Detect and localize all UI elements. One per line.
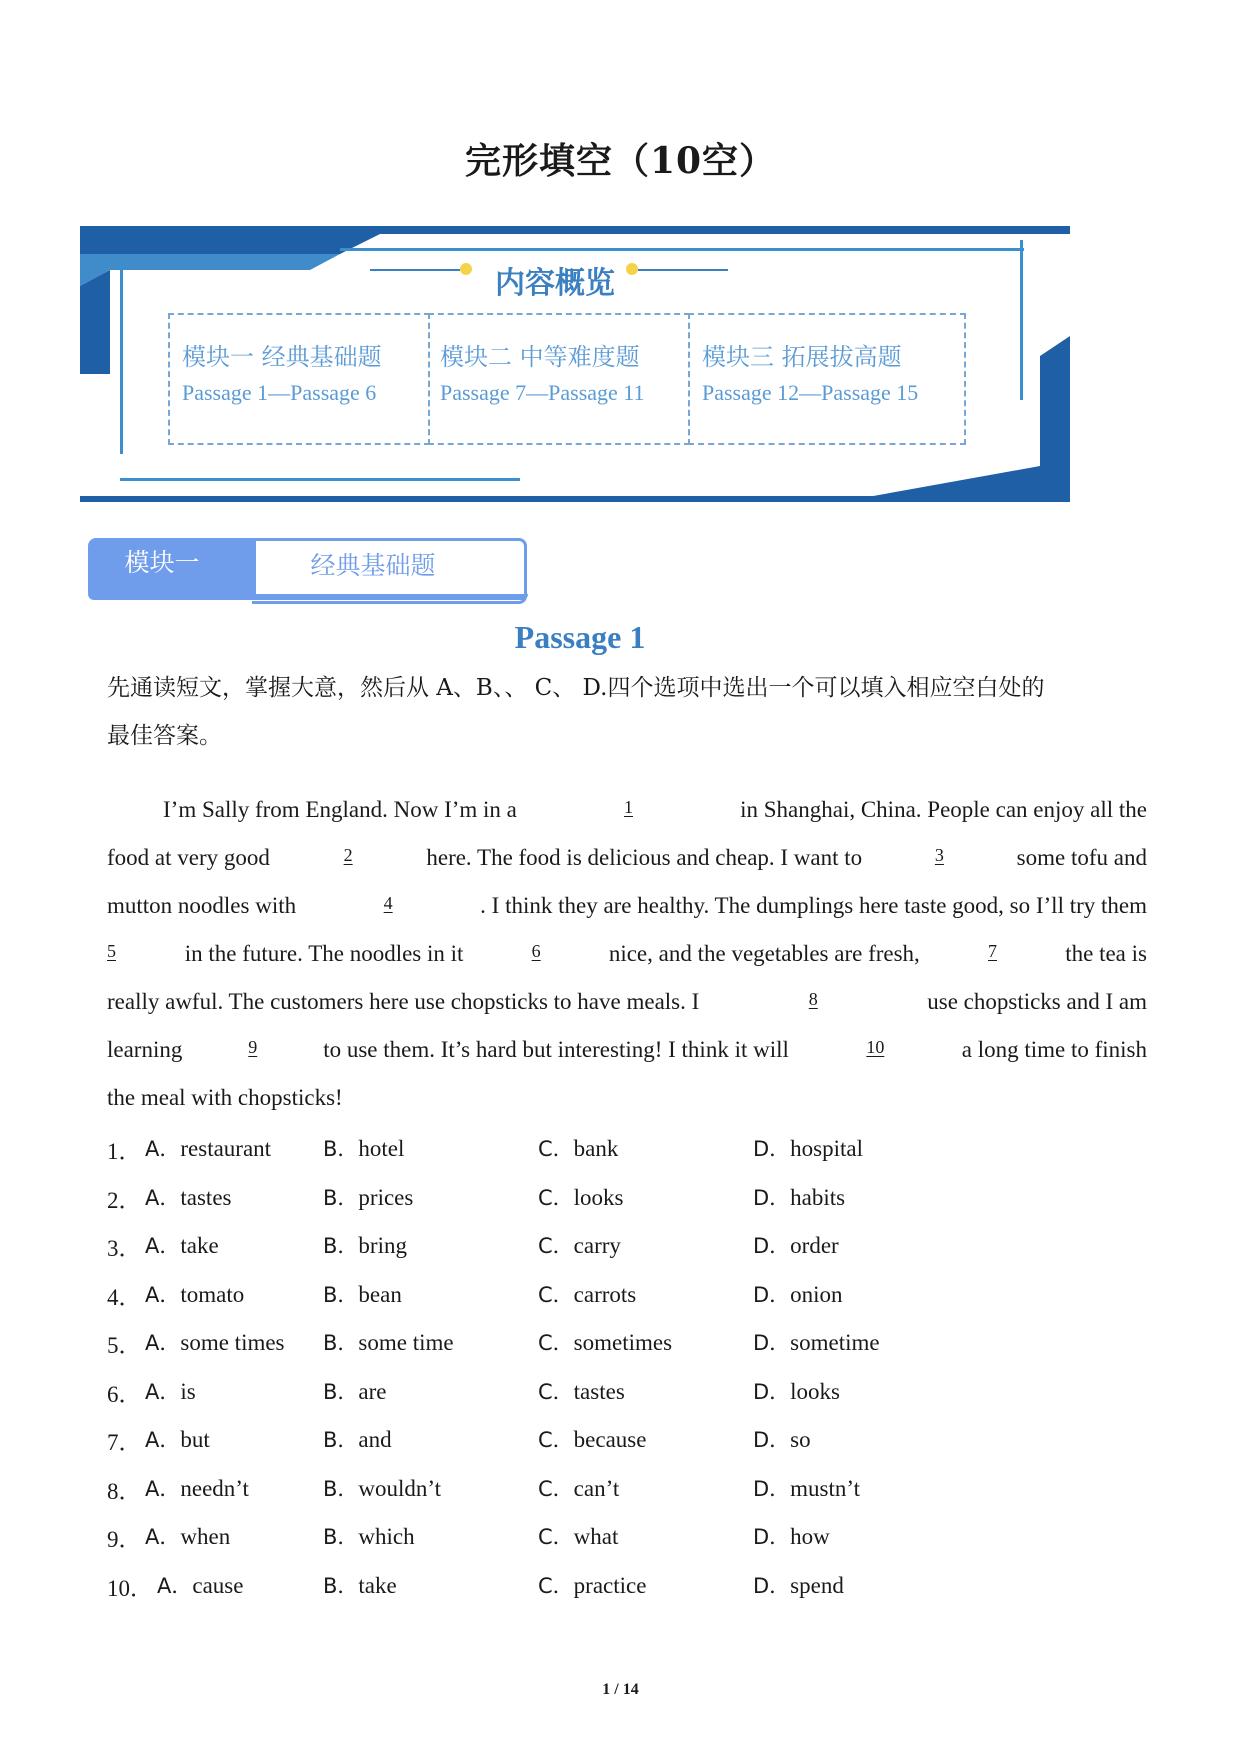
option-text: mustn’t [790,1475,861,1501]
overview-dot-left [460,263,472,275]
option-text: looks [573,1184,624,1210]
option-d[interactable] [753,1230,839,1260]
option-text: looks [790,1378,841,1404]
option-a[interactable] [145,1327,285,1357]
overview-heading-rule-left [370,269,460,271]
page-number: 1 / 14 [602,1681,639,1698]
section-tab-name: 经典基础题 [310,551,436,580]
passage-text: nice, and the vegetables are fresh, [608,941,920,966]
option-letter: D． [753,1282,791,1307]
option-b[interactable] [323,1424,392,1454]
section-tab-code: 模块一 [124,548,200,577]
option-letter: B． [323,1331,359,1355]
option-letter: D． [753,1331,791,1355]
option-letter: C． [538,1137,574,1161]
option-text: when [180,1524,231,1549]
option-text: onion [790,1281,843,1307]
option-text: some time [358,1330,454,1355]
option-text: needn’t [180,1475,249,1501]
option-letter: B． [323,1379,359,1404]
option-d[interactable] [753,1182,845,1212]
module-range: Passage 7—Passage 11 [440,380,645,405]
option-text: spend [790,1572,844,1598]
passage-text: use chopsticks and I am [927,989,1147,1014]
option-text: what [573,1524,619,1549]
option-text: restaurant [180,1136,272,1161]
answer-blank: 8 [808,989,818,1009]
option-b[interactable] [323,1473,441,1503]
option-text: bean [358,1281,402,1307]
option-text: but [180,1427,210,1452]
passage-text: a long time to finish [961,1037,1147,1062]
passage-line [107,1085,1147,1111]
option-b[interactable] [323,1521,415,1551]
option-a[interactable] [145,1230,219,1260]
question-number: 10． [107,1575,153,1601]
option-letter: A． [145,1185,181,1210]
option-c[interactable] [538,1473,619,1503]
question-row [107,1327,1007,1367]
module-box-3 [688,313,966,445]
question-row [107,1279,1007,1319]
question-number: 6． [107,1381,142,1407]
option-text: practice [573,1572,647,1598]
question-row [107,1473,1007,1513]
passage-text: really awful. The customers here use chopsticks to have meals. I [107,989,700,1014]
option-letter: D． [753,1525,791,1549]
option-text: so [790,1427,811,1452]
option-c[interactable] [538,1376,625,1406]
option-c[interactable] [538,1230,621,1260]
option-text: how [790,1524,830,1549]
option-letter: B． [323,1185,359,1210]
answer-blank: 7 [988,941,998,961]
option-a[interactable] [145,1473,249,1503]
option-letter: C． [538,1573,574,1598]
option-letter: B． [323,1573,359,1598]
option-c[interactable] [538,1133,618,1163]
option-text: prices [358,1184,414,1210]
passage-line [163,797,1147,823]
passage-title: Passage 1 [514,619,646,655]
option-text: order [790,1233,839,1258]
answer-blank: 1 [623,797,633,817]
option-letter: B． [323,1476,359,1501]
option-text: carrots [573,1281,637,1307]
option-letter: D． [753,1379,791,1404]
option-letter: B． [323,1282,359,1307]
passage-text: learning [107,1037,183,1062]
option-b[interactable] [323,1133,404,1163]
question-number: 7． [107,1430,142,1455]
option-a[interactable] [145,1182,231,1212]
module-label: 模块一 经典基础题 [182,343,382,371]
option-text: take [180,1233,219,1258]
answer-blank: 2 [343,845,353,865]
option-letter: A． [145,1137,181,1161]
option-text: are [358,1378,387,1404]
option-b[interactable] [323,1570,397,1600]
instruction-line-2: 最佳答案。 [107,723,222,749]
question-row [107,1230,1007,1270]
option-letter: D． [753,1185,791,1210]
option-d[interactable] [753,1133,863,1163]
option-text: bring [358,1233,407,1258]
option-b[interactable] [323,1376,387,1406]
option-a[interactable] [145,1279,244,1309]
option-c[interactable] [538,1182,624,1212]
option-d[interactable] [753,1521,830,1551]
option-text: hospital [790,1136,864,1161]
question-number: 9． [107,1527,142,1552]
question-number: 1． [107,1139,142,1164]
option-b[interactable] [323,1279,402,1309]
module-range: Passage 12—Passage 15 [702,380,919,405]
overview-dot-right [626,263,638,275]
option-letter: D． [753,1137,791,1161]
module-range: Passage 1—Passage 6 [182,380,377,405]
option-text: tomato [180,1281,245,1307]
option-letter: A． [145,1428,181,1452]
option-letter: C． [538,1525,574,1549]
passage-line [107,893,1147,919]
option-text: carry [573,1233,621,1258]
option-b[interactable] [323,1327,454,1357]
question-row [107,1182,1007,1222]
option-text: bank [573,1136,619,1161]
option-letter: A． [145,1331,181,1355]
option-d[interactable] [753,1473,860,1503]
answer-blank: 10 [866,1037,885,1057]
answer-blank: 6 [531,941,541,961]
option-text: cause [192,1572,244,1598]
option-letter: C． [538,1428,574,1452]
overview-heading-rule-right [638,269,728,271]
passage-text: the tea is [1065,941,1147,966]
option-letter: C． [538,1476,574,1501]
question-row [107,1376,1007,1416]
option-letter: A． [145,1476,181,1501]
passage-text: in the future. The noodles in it [184,941,464,966]
question-number: 8． [107,1478,142,1504]
instruction-line-1: 先通读短文，掌握大意，然后从 A、B、、 C、 D.四个选项中选出一个可以填入相应空白处的 [107,675,1045,701]
option-a[interactable] [145,1376,196,1406]
document-title: 完形填空（10空） [464,140,777,182]
answer-blank: 5 [107,941,116,961]
option-letter: D． [753,1428,791,1452]
passage-text: to use them. It’s hard but interesting! I think it will [323,1037,789,1062]
option-a[interactable] [157,1570,243,1600]
question-number: 5． [107,1333,142,1358]
module-box-2 [428,313,690,445]
option-c[interactable] [538,1570,646,1600]
passage-text: some tofu and [1016,845,1147,870]
option-d[interactable] [753,1376,840,1406]
option-letter: B． [323,1137,359,1161]
option-d[interactable] [753,1424,811,1454]
option-letter: A． [145,1234,181,1258]
passage-line [107,941,1147,967]
option-text: sometimes [573,1330,673,1355]
option-letter: A． [145,1525,181,1549]
option-a[interactable] [145,1424,210,1454]
option-text: tastes [180,1184,232,1210]
option-text: which [358,1524,415,1549]
option-text: sometime [790,1330,880,1355]
option-d[interactable] [753,1279,843,1309]
option-letter: C． [538,1331,574,1355]
module-box-1 [168,313,430,445]
passage-text: . I think they are healthy. The dumplings here taste good, so I’ll try them [480,893,1147,918]
option-text: can’t [573,1475,620,1501]
option-letter: B． [323,1234,359,1258]
option-a[interactable] [145,1133,271,1163]
option-c[interactable] [538,1327,672,1357]
option-letter: C． [538,1379,574,1404]
option-text: tastes [573,1378,625,1404]
passage-text: here. The food is delicious and cheap. I want to [426,845,863,870]
question-row [107,1133,1007,1173]
option-letter: C． [538,1234,574,1258]
option-letter: D． [753,1476,791,1501]
option-text: and [358,1427,392,1452]
option-d[interactable] [753,1327,880,1357]
question-row [107,1424,1007,1464]
question-row [107,1521,1007,1561]
option-d[interactable] [753,1570,844,1600]
module-label: 模块二 中等难度题 [440,343,640,371]
option-letter: C． [538,1282,574,1307]
answer-blank: 4 [383,893,393,913]
option-letter: A． [157,1573,193,1598]
overview-heading: 内容概览 [495,266,615,301]
passage-text: mutton noodles with [107,893,297,918]
option-letter: D． [753,1573,791,1598]
option-letter: B． [323,1525,359,1549]
option-letter: B． [323,1428,359,1452]
option-text: some times [180,1330,285,1355]
question-number: 2． [107,1187,142,1213]
option-letter: C． [538,1185,574,1210]
question-number: 4． [107,1284,142,1310]
passage-text: I’m Sally from England. Now I’m in a [163,797,517,822]
option-c[interactable] [538,1521,618,1551]
option-c[interactable] [538,1279,636,1309]
answer-blank: 9 [248,1037,258,1057]
option-letter: A． [145,1282,181,1307]
option-a[interactable] [145,1521,230,1551]
question-number: 3． [107,1236,142,1261]
passage-text: in Shanghai, China. People can enjoy all the [740,797,1147,822]
option-text: hotel [358,1136,405,1161]
passage-text: the meal with chopsticks! [107,1085,343,1110]
option-letter: D． [753,1234,791,1258]
answer-blank: 3 [934,845,944,865]
passage-text: food at very good [107,845,270,870]
option-b[interactable] [323,1182,413,1212]
option-text: is [180,1378,196,1404]
passage-line [107,845,1147,871]
option-text: take [358,1572,397,1598]
passage-line [107,1037,1147,1063]
option-c[interactable] [538,1424,646,1454]
question-row [107,1570,1007,1610]
option-b[interactable] [323,1230,407,1260]
option-text: wouldn’t [358,1475,442,1501]
module-label: 模块三 拓展拔高题 [702,343,902,371]
section-tab-underline [88,594,528,600]
passage-line [107,989,1147,1015]
option-letter: A． [145,1379,181,1404]
option-text: habits [790,1184,846,1210]
option-text: because [573,1427,647,1452]
